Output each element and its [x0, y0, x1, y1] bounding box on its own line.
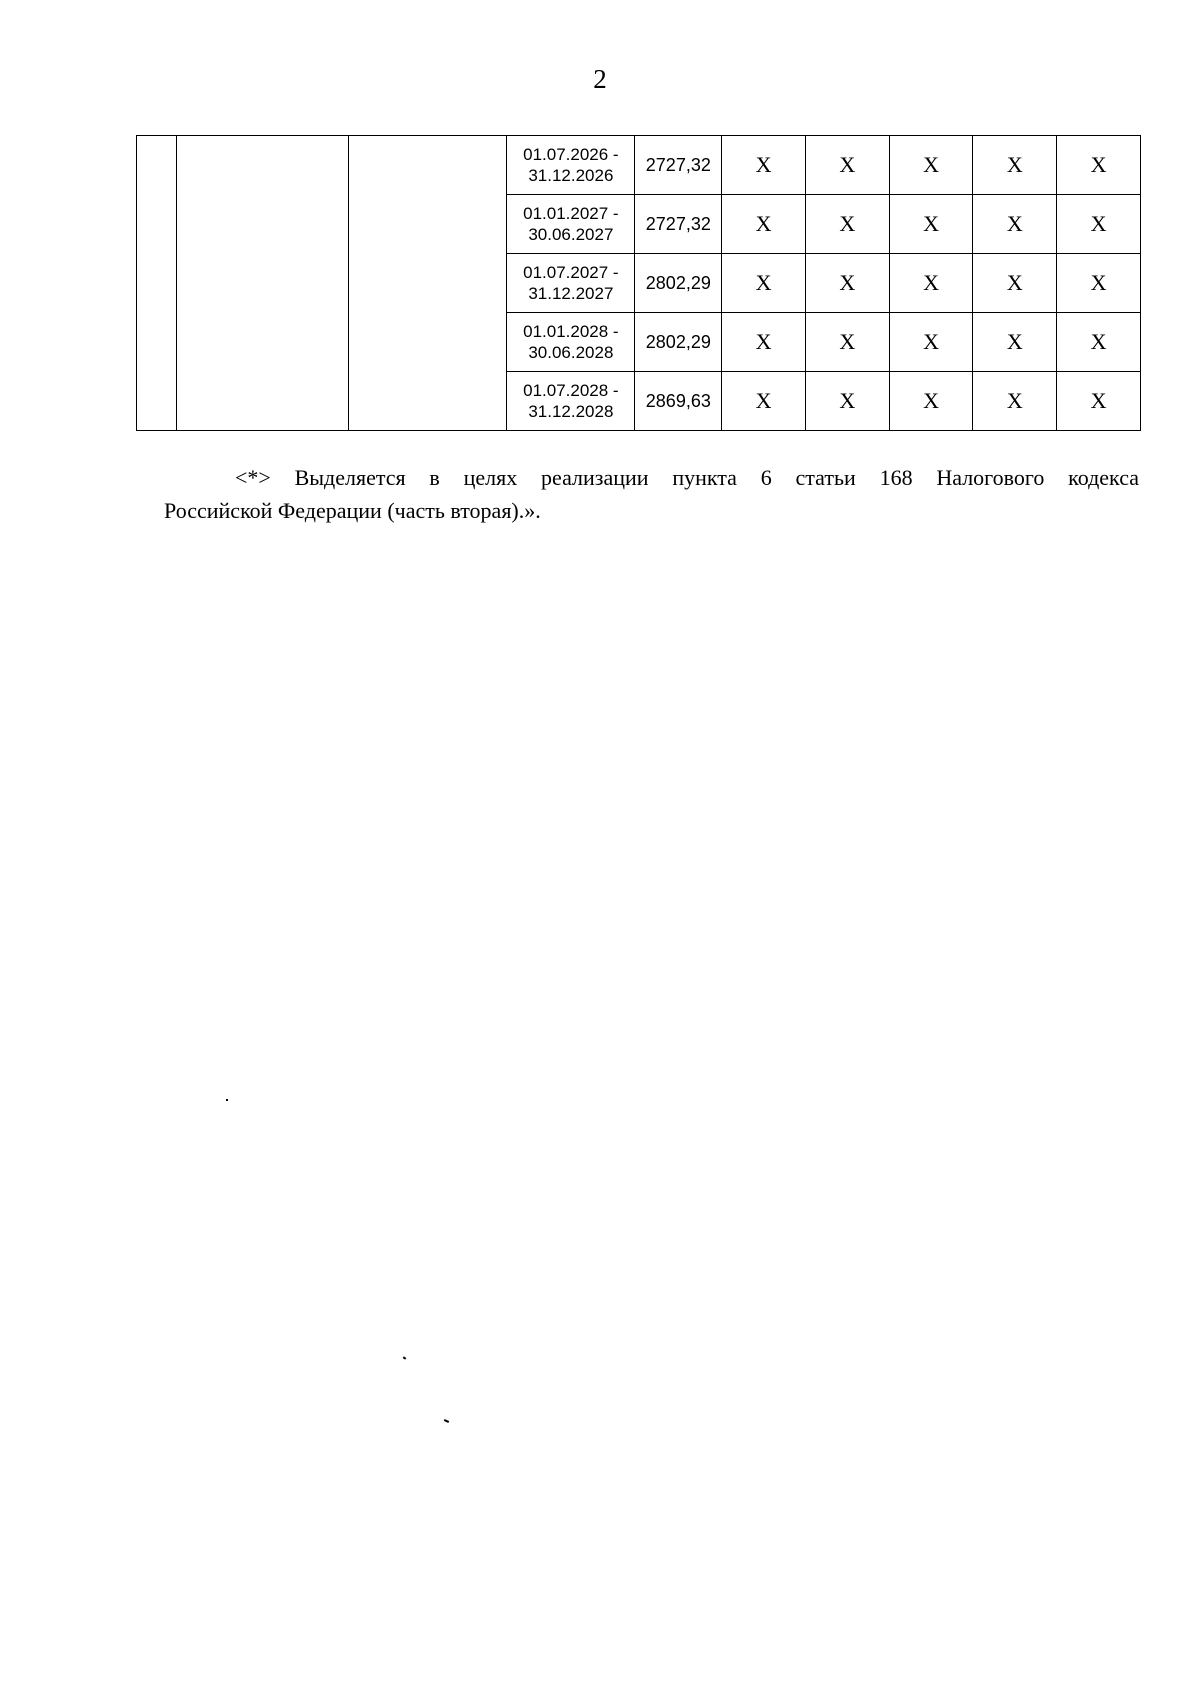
period-cell — [507, 254, 635, 313]
mark-cell: X — [805, 136, 889, 195]
scan-speck — [403, 1356, 407, 1359]
mark-cell: X — [1057, 254, 1141, 313]
mark-cell: X — [1057, 136, 1141, 195]
rate-cell: 2727,32 — [635, 195, 722, 254]
mark-cell: X — [889, 372, 973, 431]
period-cell — [507, 372, 635, 431]
mark-cell: X — [973, 313, 1057, 372]
mark-cell: X — [805, 372, 889, 431]
mark-cell: X — [722, 136, 806, 195]
period-cell — [507, 313, 635, 372]
rate-cell: 2802,29 — [635, 313, 722, 372]
rate-cell: 2802,29 — [635, 254, 722, 313]
mark-cell: X — [973, 195, 1057, 254]
mark-cell: X — [805, 195, 889, 254]
empty-number-cell — [137, 136, 177, 431]
mark-cell: X — [805, 313, 889, 372]
mark-cell: X — [973, 254, 1057, 313]
mark-cell: X — [1057, 372, 1141, 431]
scan-speck — [444, 1419, 449, 1423]
mark-cell: X — [889, 313, 973, 372]
mark-cell: X — [722, 254, 806, 313]
period-end: 31.12.2027 — [528, 284, 614, 303]
period-start: 01.07.2026 - — [523, 145, 619, 164]
period-start: 01.07.2027 - — [523, 263, 619, 282]
mark-cell: X — [1057, 313, 1141, 372]
mark-cell: X — [1057, 195, 1141, 254]
footnote-line-2: Российской Федерации (часть вторая).». — [164, 498, 541, 523]
mark-cell: X — [973, 372, 1057, 431]
rate-cell: 2727,32 — [635, 136, 722, 195]
mark-cell: X — [889, 254, 973, 313]
period-end: 30.06.2027 — [528, 225, 614, 244]
mark-cell: X — [889, 136, 973, 195]
footnote — [164, 461, 1139, 527]
period-end: 31.12.2028 — [528, 402, 614, 421]
empty-organization-cell — [177, 136, 349, 431]
mark-cell: X — [805, 254, 889, 313]
empty-category-cell — [348, 136, 506, 431]
period-cell — [507, 136, 635, 195]
period-end: 30.06.2028 — [528, 343, 614, 362]
tariff-table — [136, 135, 1141, 431]
mark-cell: X — [722, 195, 806, 254]
mark-cell: X — [973, 136, 1057, 195]
period-cell — [507, 195, 635, 254]
page-number: 2 — [593, 64, 607, 94]
period-start: 01.01.2028 - — [523, 322, 619, 341]
mark-cell: X — [722, 372, 806, 431]
mark-cell: X — [889, 195, 973, 254]
mark-cell: X — [722, 313, 806, 372]
period-start: 01.07.2028 - — [523, 381, 619, 400]
footnote-line-1: <*> Выделяется в целях реализации пункта 6 статьи 168 Налогового кодекса — [235, 465, 1139, 490]
period-end: 31.12.2026 — [528, 166, 614, 185]
period-start: 01.01.2027 - — [523, 204, 619, 223]
table-row — [137, 136, 1141, 195]
rate-cell: 2869,63 — [635, 372, 722, 431]
scan-speck — [226, 1099, 228, 1101]
